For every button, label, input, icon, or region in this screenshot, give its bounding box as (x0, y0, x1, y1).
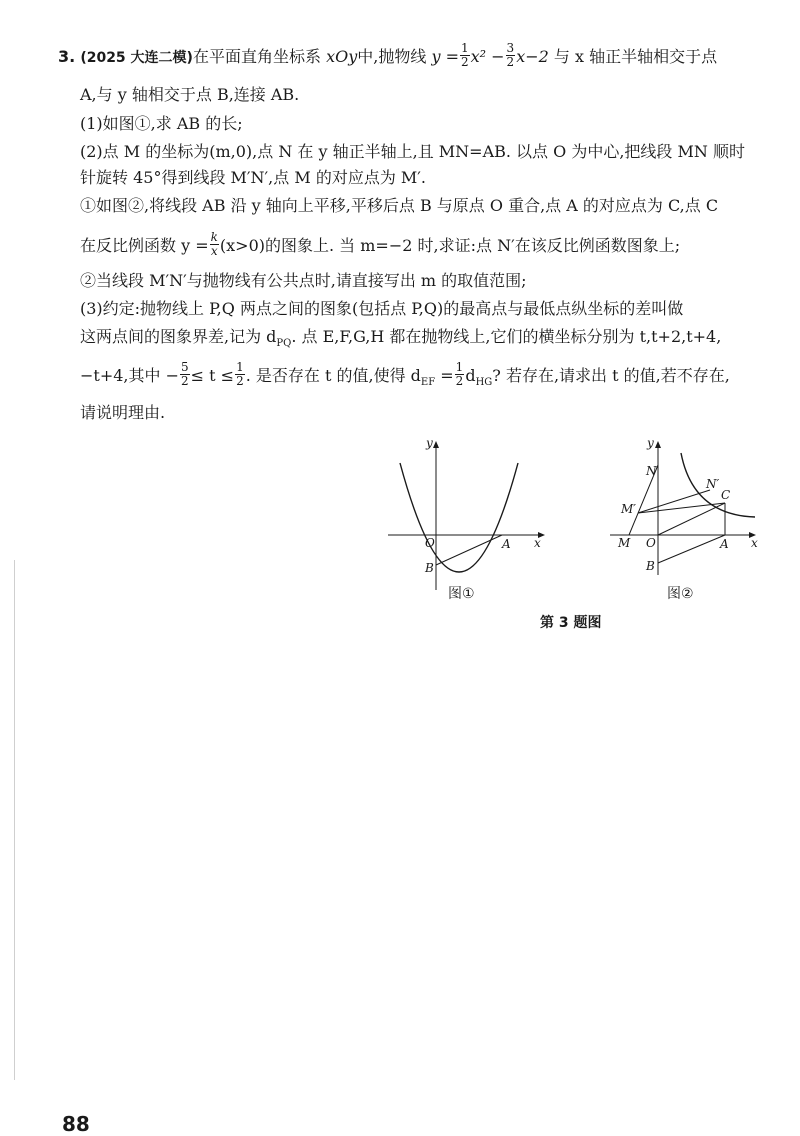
y-axis-arrow (433, 441, 439, 448)
part-3-line-4: 请说明理由. (80, 403, 166, 422)
question-text: 中,抛物线 (357, 47, 427, 66)
figure-1-diagram (385, 435, 555, 595)
coordinate-system: xOy (326, 47, 358, 66)
fraction-k-over-x: $\frac{k}{x}$ (210, 230, 218, 258)
figure-2-caption: 图② (667, 586, 694, 602)
question-text: = (435, 366, 454, 385)
label-m: M (618, 536, 631, 550)
question-line-1 (58, 41, 760, 71)
part-3-line-3 (80, 360, 760, 394)
label-x: x (534, 536, 541, 550)
subscript: PQ (276, 338, 292, 350)
parabola-term: x² − (470, 47, 505, 66)
part-2-line-1: (2)点 M 的坐标为(m,0),点 N 在 y 轴正半轴上,且 MN=AB. 以点 O 为中心,把线段 MN 顺时 (80, 142, 745, 161)
label-a: A (720, 537, 729, 551)
label-o: O (646, 536, 656, 550)
fraction-half: $\frac{1}{2}$ (455, 360, 464, 388)
parabola-lhs: y = (431, 47, 459, 66)
part-2-line-2: 针旋转 45°得到线段 M′N′,点 M 的对应点为 M′. (80, 168, 427, 187)
fraction-three-halves: $\frac{3}{2}$ (506, 41, 515, 69)
question-text: ? 若存在,请求出 t 的值,若不存在, (492, 366, 730, 385)
label-y: y (647, 436, 654, 450)
question-text: . 是否存在 t 的值,使得 d (245, 366, 421, 385)
question-text: (x>0)的图象上. 当 m=−2 时,求证:点 N′在该反比例函数图象上; (219, 236, 681, 255)
part-2-sub-2: ②当线段 M′N′与抛物线有公共点时,请直接写出 m 的取值范围; (80, 271, 527, 290)
figure-2-diagram (605, 435, 765, 585)
part-3-line-2 (80, 326, 760, 355)
segment-m-prime-c (638, 503, 725, 513)
subscript: EF (420, 377, 436, 389)
label-n: N (646, 464, 657, 478)
question-text: . 点 E,F,G,H 都在抛物线上,它们的横坐标分别为 t,t+2,t+4, (291, 327, 722, 346)
label-c: C (721, 488, 731, 502)
parabola-curve (400, 463, 518, 572)
part-3-line-1: (3)约定:抛物线上 P,Q 两点之间的图象(包括点 P,Q)的最高点与最低点纵坐标的差叫做 (80, 299, 684, 318)
fraction-half: $\frac{1}{2}$ (236, 360, 244, 388)
parabola-term: x−2 (516, 47, 549, 66)
label-m-prime: M′ (621, 502, 637, 516)
label-a: A (502, 537, 511, 551)
label-b: B (425, 561, 434, 575)
segment-ab (436, 535, 502, 565)
y-axis-arrow (655, 441, 661, 448)
fraction-five-halves: $\frac{5}{2}$ (181, 360, 189, 388)
label-y: y (426, 436, 433, 450)
question-text: 与 x 轴正半轴相交于点 (553, 47, 718, 66)
question-line-2: A,与 y 轴相交于点 B,连接 AB. (80, 85, 300, 104)
label-x: x (751, 536, 758, 550)
part-1: (1)如图①,求 AB 的长; (80, 114, 243, 133)
subscript: HG (475, 377, 493, 389)
label-b: B (646, 559, 655, 573)
label-n-prime: N′ (706, 477, 720, 491)
page-number: 88 (62, 1112, 90, 1136)
segment-m-prime-n-prime (638, 490, 710, 513)
question-number: 3. (58, 47, 76, 66)
label-o: O (425, 536, 435, 550)
question-text: −t+4,其中 − (80, 366, 180, 385)
part-2-sub-1-line-1: ①如图②,将线段 AB 沿 y 轴向上平移,平移后点 B 与原点 O 重合,点 A 的对应点为 C,点 C (80, 196, 719, 215)
question-text: 在平面直角坐标系 (192, 47, 321, 66)
segment-oc (658, 503, 725, 535)
question-source: (2025 大连二模) (80, 50, 193, 66)
question-text: 这两点间的图象界差,记为 d (80, 327, 277, 346)
segment-ab (658, 535, 725, 563)
figure-title: 第 3 题图 (540, 615, 602, 631)
question-text: 在反比例函数 y = (80, 236, 209, 255)
part-2-sub-1-line-2 (80, 230, 760, 260)
question-text: ≤ t ≤ (190, 366, 235, 385)
fraction-half: $\frac{1}{2}$ (460, 41, 469, 69)
question-text: d (465, 366, 476, 385)
figure-1-caption: 图① (448, 586, 475, 602)
